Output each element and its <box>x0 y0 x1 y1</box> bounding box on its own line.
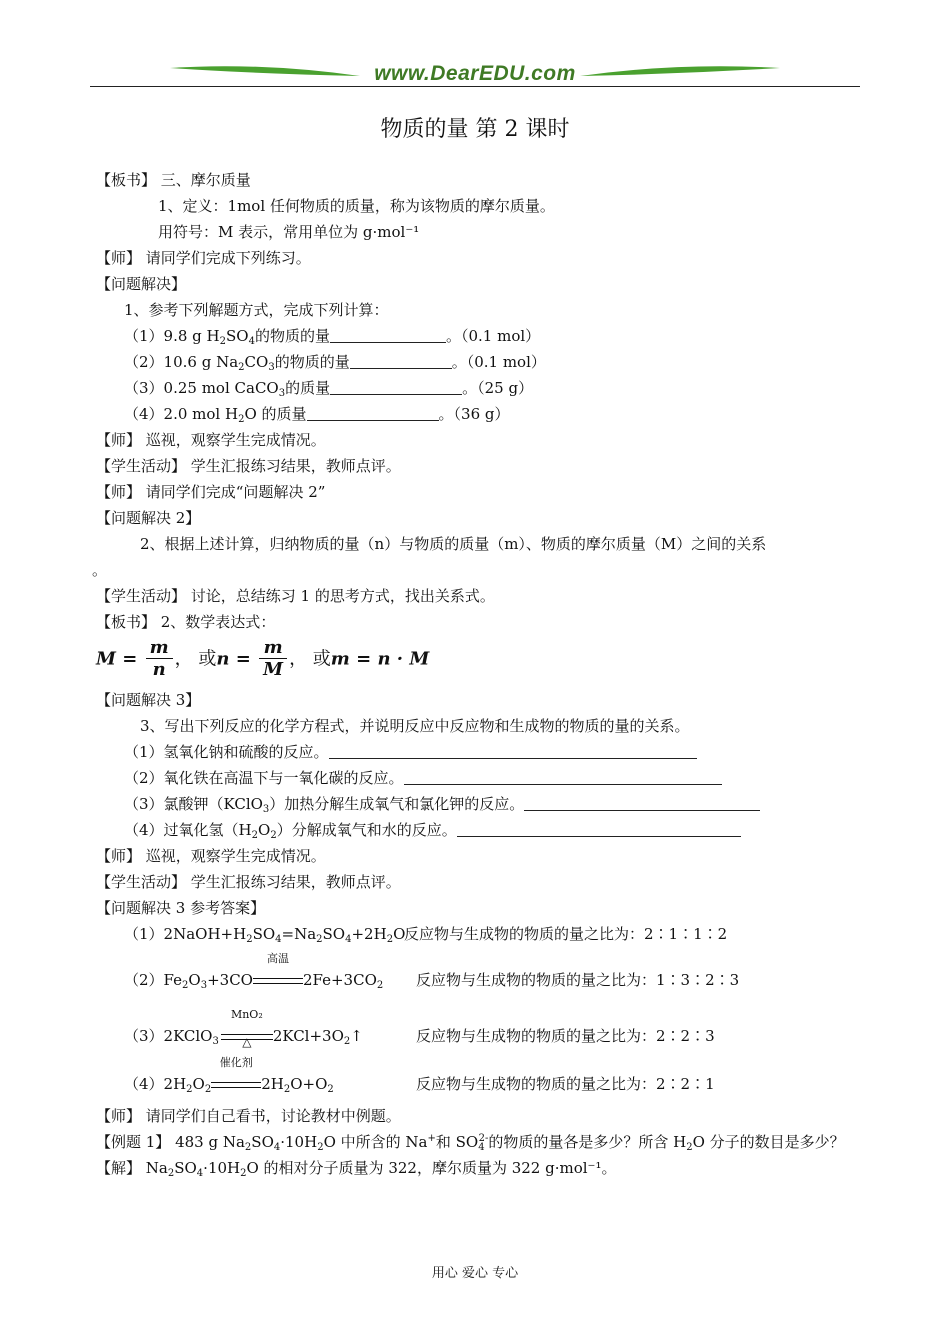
reaction-q3: （3）氯酸钾（KClO$_3$）加热分解生成氧气和氯化钾的反应。 <box>124 794 760 814</box>
answer-ratio-2: 反应物与生成物的物质的量之比为：1∶3∶2∶3 <box>416 971 740 989</box>
reaction-condition: MnO₂ △ <box>221 1026 273 1046</box>
reaction-q4: （4）过氧化氢$(H_2O_2)$分解成氧气和水的反应。 <box>124 820 741 840</box>
board-heading-2: 【板书】 2、数学表达式： <box>96 613 276 631</box>
board-heading-1: 【板书】 三、摩尔质量 <box>96 171 251 189</box>
header-banner <box>0 60 950 90</box>
site-name[interactable]: www.DearEDU.com <box>374 62 576 85</box>
exercise-intro: 1、参考下列解题方式，完成下列计算： <box>124 301 389 319</box>
teacher-line-1: 【师】 请同学们完成下列练习。 <box>96 249 311 267</box>
definition-line: 1、定义：1mol 任何物质的质量，称为该物质的摩尔质量。 <box>158 197 555 215</box>
student-line-2: 【学生活动】 讨论，总结练习 1 的思考方式，找出关系式。 <box>96 587 495 605</box>
answer-equation-4: $(4)2H_2O_2$ 催化剂 $2H_2O+O_2$ <box>124 1056 334 1095</box>
exercise-q2: （2）10.6 g $Na_2CO_3$的物质的量 。（0.1 mol） <box>124 353 546 373</box>
problem-2-text: 2、根据上述计算，归纳物质的量（n）与物质的质量（m）、物质的摩尔质量（M）之间的关系 <box>140 535 767 553</box>
exercise-q4: （4）2.0 mol $H_2O$ 的质量 。（36 g） <box>124 405 510 425</box>
reaction-q2: （2）氧化铁在高温下与一氧化碳的反应。 <box>124 768 722 788</box>
math-formula: M = $\frac{m}{n}$ ， 或n = $\frac{m}{M}$ ， 或m = n · M <box>96 637 430 680</box>
problem-heading-1: 【问题解决】 <box>96 275 187 293</box>
answer-equation-1: $(1)2NaOH+H_2SO_4=Na_2SO_4+2H_2O$ <box>124 925 406 945</box>
problem-heading-2: 【问题解决 2】 <box>96 509 201 527</box>
student-line-3: 【学生活动】 学生汇报练习结果，教师点评。 <box>96 873 401 891</box>
answer-blank[interactable] <box>457 822 741 837</box>
answer-equation-3: （3）2KClO$_3$ MnO₂ △ $2KCl+3O_2↑$ <box>124 1008 363 1049</box>
student-line-1: 【学生活动】 学生汇报练习结果，教师点评。 <box>96 457 401 475</box>
teacher-line-2: 【师】 巡视，观察学生完成情况。 <box>96 431 326 449</box>
answer-blank[interactable] <box>524 796 760 811</box>
symbol-line: 用符号：M 表示，常用单位为 g·mol⁻¹ <box>158 223 420 241</box>
answer-equation-2: $(2)Fe_2O_3+3CO$ 高温 $2Fe+3CO_2$ <box>124 952 384 991</box>
exercise-q1: （1）9.8 g $H_2SO_4$的物质的量 。（0.1 mol） <box>124 327 541 347</box>
example-1: 【例题 1】 483 g $Na_2SO_4\cdot 10H_2O$ 中所含的 Na+和 $SO_4^{2-}$的物质的量各是多少？所含 $H_2O$ 分子的数目是多少？ <box>96 1133 845 1153</box>
teacher-line-3: 【师】 请同学们完成“问题解决 2” <box>96 483 326 501</box>
answer-heading: 【问题解决 3 参考答案】 <box>96 899 266 917</box>
solution-line: 【解】 $Na_2SO_4\cdot 10H_2O$ 的相对分子质量为 322，摩尔质量为 322 g·mol⁻¹。 <box>96 1159 617 1179</box>
teacher-line-4: 【师】 巡视，观察学生完成情况。 <box>96 847 326 865</box>
problem-heading-3: 【问题解决 3】 <box>96 691 201 709</box>
answer-blank[interactable] <box>404 770 722 785</box>
problem-2-text-end: 。 <box>92 561 108 579</box>
problem-3-text: 3、写出下列反应的化学方程式，并说明反应中反应物和生成物的物质的量的关系。 <box>140 717 690 735</box>
answer-blank[interactable] <box>330 328 446 343</box>
exercise-q3: （3）0.25 mol CaCO$_3$的质量 。（25 g） <box>124 379 534 399</box>
teacher-line-5: 【师】 请同学们自己看书，讨论教材中例题。 <box>96 1107 401 1125</box>
reaction-condition: 催化剂 <box>211 1074 261 1094</box>
header-rule <box>90 86 860 87</box>
answer-blank[interactable] <box>307 406 439 421</box>
page-footer: 用心 爱心 专心 <box>431 1266 519 1281</box>
reaction-q1: （1）氢氧化钠和硫酸的反应。 <box>124 742 697 762</box>
answer-blank[interactable] <box>350 354 452 369</box>
answer-blank[interactable] <box>329 744 697 759</box>
answer-ratio-4: 反应物与生成物的物质的量之比为：2∶2∶1 <box>416 1075 715 1093</box>
answer-blank[interactable] <box>330 380 462 395</box>
reaction-condition: 高温 <box>253 970 303 990</box>
answer-ratio-3: 反应物与生成物的物质的量之比为：2∶2∶3 <box>416 1027 715 1045</box>
page-title: 物质的量 第 2 课时 <box>380 117 570 142</box>
answer-ratio-1: 反应物与生成物的物质的量之比为：2∶1∶1∶2 <box>404 925 728 943</box>
